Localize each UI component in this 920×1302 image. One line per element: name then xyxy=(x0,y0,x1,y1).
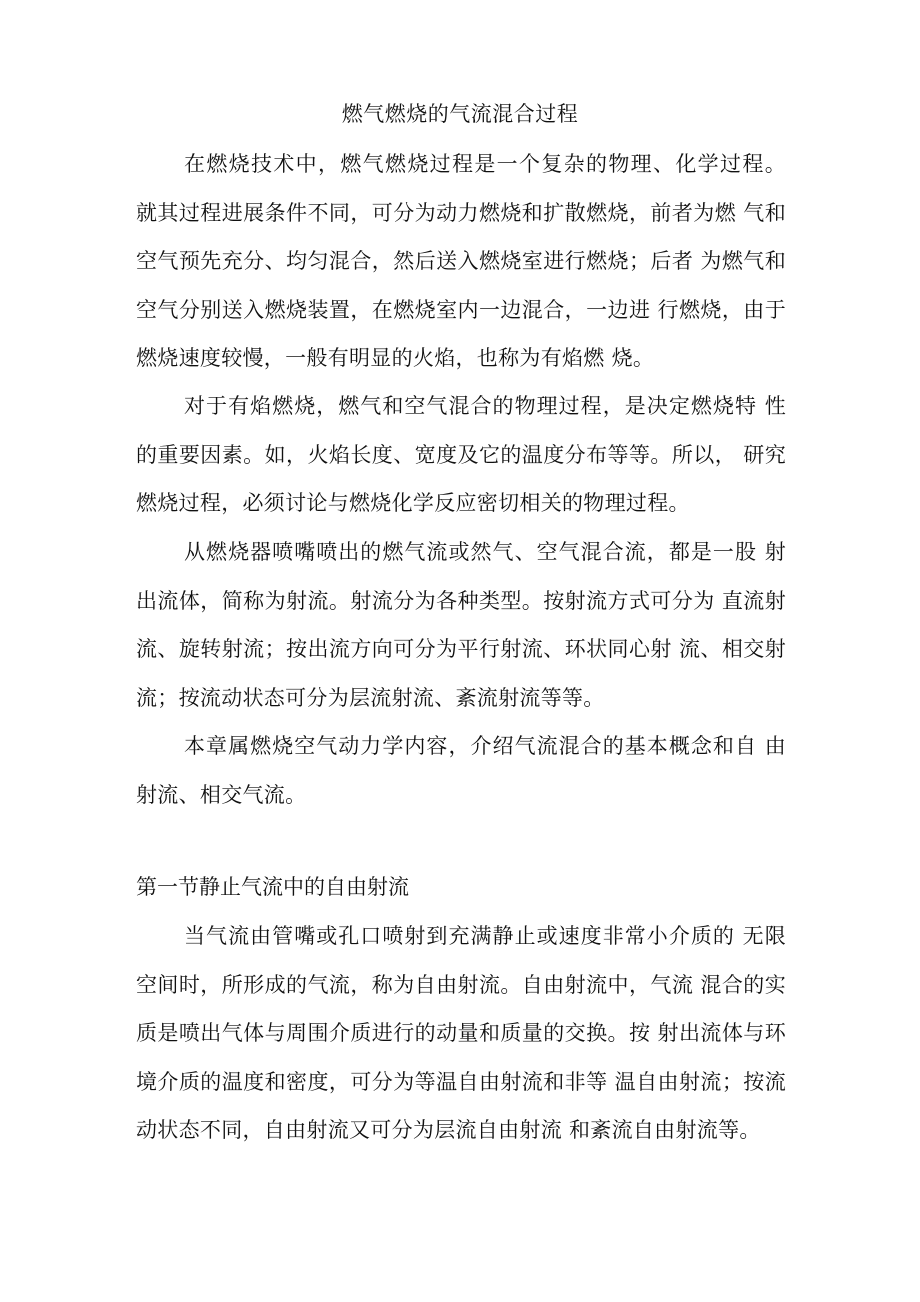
intro-paragraph-4: 本章属燃烧空气动力学内容，介绍气流混合的基本概念和自 由射流、相交气流。 xyxy=(136,734,786,807)
intro-paragraph-2: 对于有焰燃烧，燃气和空气混合的物理过程，是决定燃烧特 性的重要因素。如，火焰长度、宽度及它的温度分布等等。所以， 研究燃烧过程，必须讨论与燃烧化学反应密切相关的物理过程。 xyxy=(136,394,786,515)
section-heading: 第一节静止气流中的自由射流 xyxy=(136,875,409,899)
intro-paragraph-3: 从燃烧器喷嘴喷出的燃气流或然气、空气混合流，都是一股 射出流体，简称为射流。射流分为各种类型。按射流方式可分为 直流射流、旋转射流；按出流方向可分为平行射流、环状同心射 流、相交射流；按流动状态可分为层流射流、紊流射流等等。 xyxy=(136,540,786,710)
document-title: 燃气燃烧的气流混合过程 xyxy=(341,102,579,126)
section-paragraph: 当气流由管嘴或孔口喷射到充满静止或速度非常小介质的 无限空间时，所形成的气流，称为自由射流。自由射流中，气流 混合的实质是喷出气体与周围介质进行的动量和质量的交换。按 射出流体与环境介质的温度和密度，可分为等温自由射流和非等 温自由射流；按流动状态不同，自由射流又可分为层流自由射流 和紊流自由射流等。 xyxy=(136,924,786,1142)
intro-paragraph-1: 在燃烧技术中，燃气燃烧过程是一个复杂的物理、化学过程。 就其过程进展条件不同，可分为动力燃烧和扩散燃烧，前者为燃 气和空气预先充分、均匀混合，然后送入燃烧室进行燃烧；后者 为燃气和空气分别送入燃烧装置，在燃烧室内一边混合，一边进 行燃烧，由于燃烧速度较慢，一般有明显的火焰，也称为有焰燃 烧。 xyxy=(136,152,786,370)
